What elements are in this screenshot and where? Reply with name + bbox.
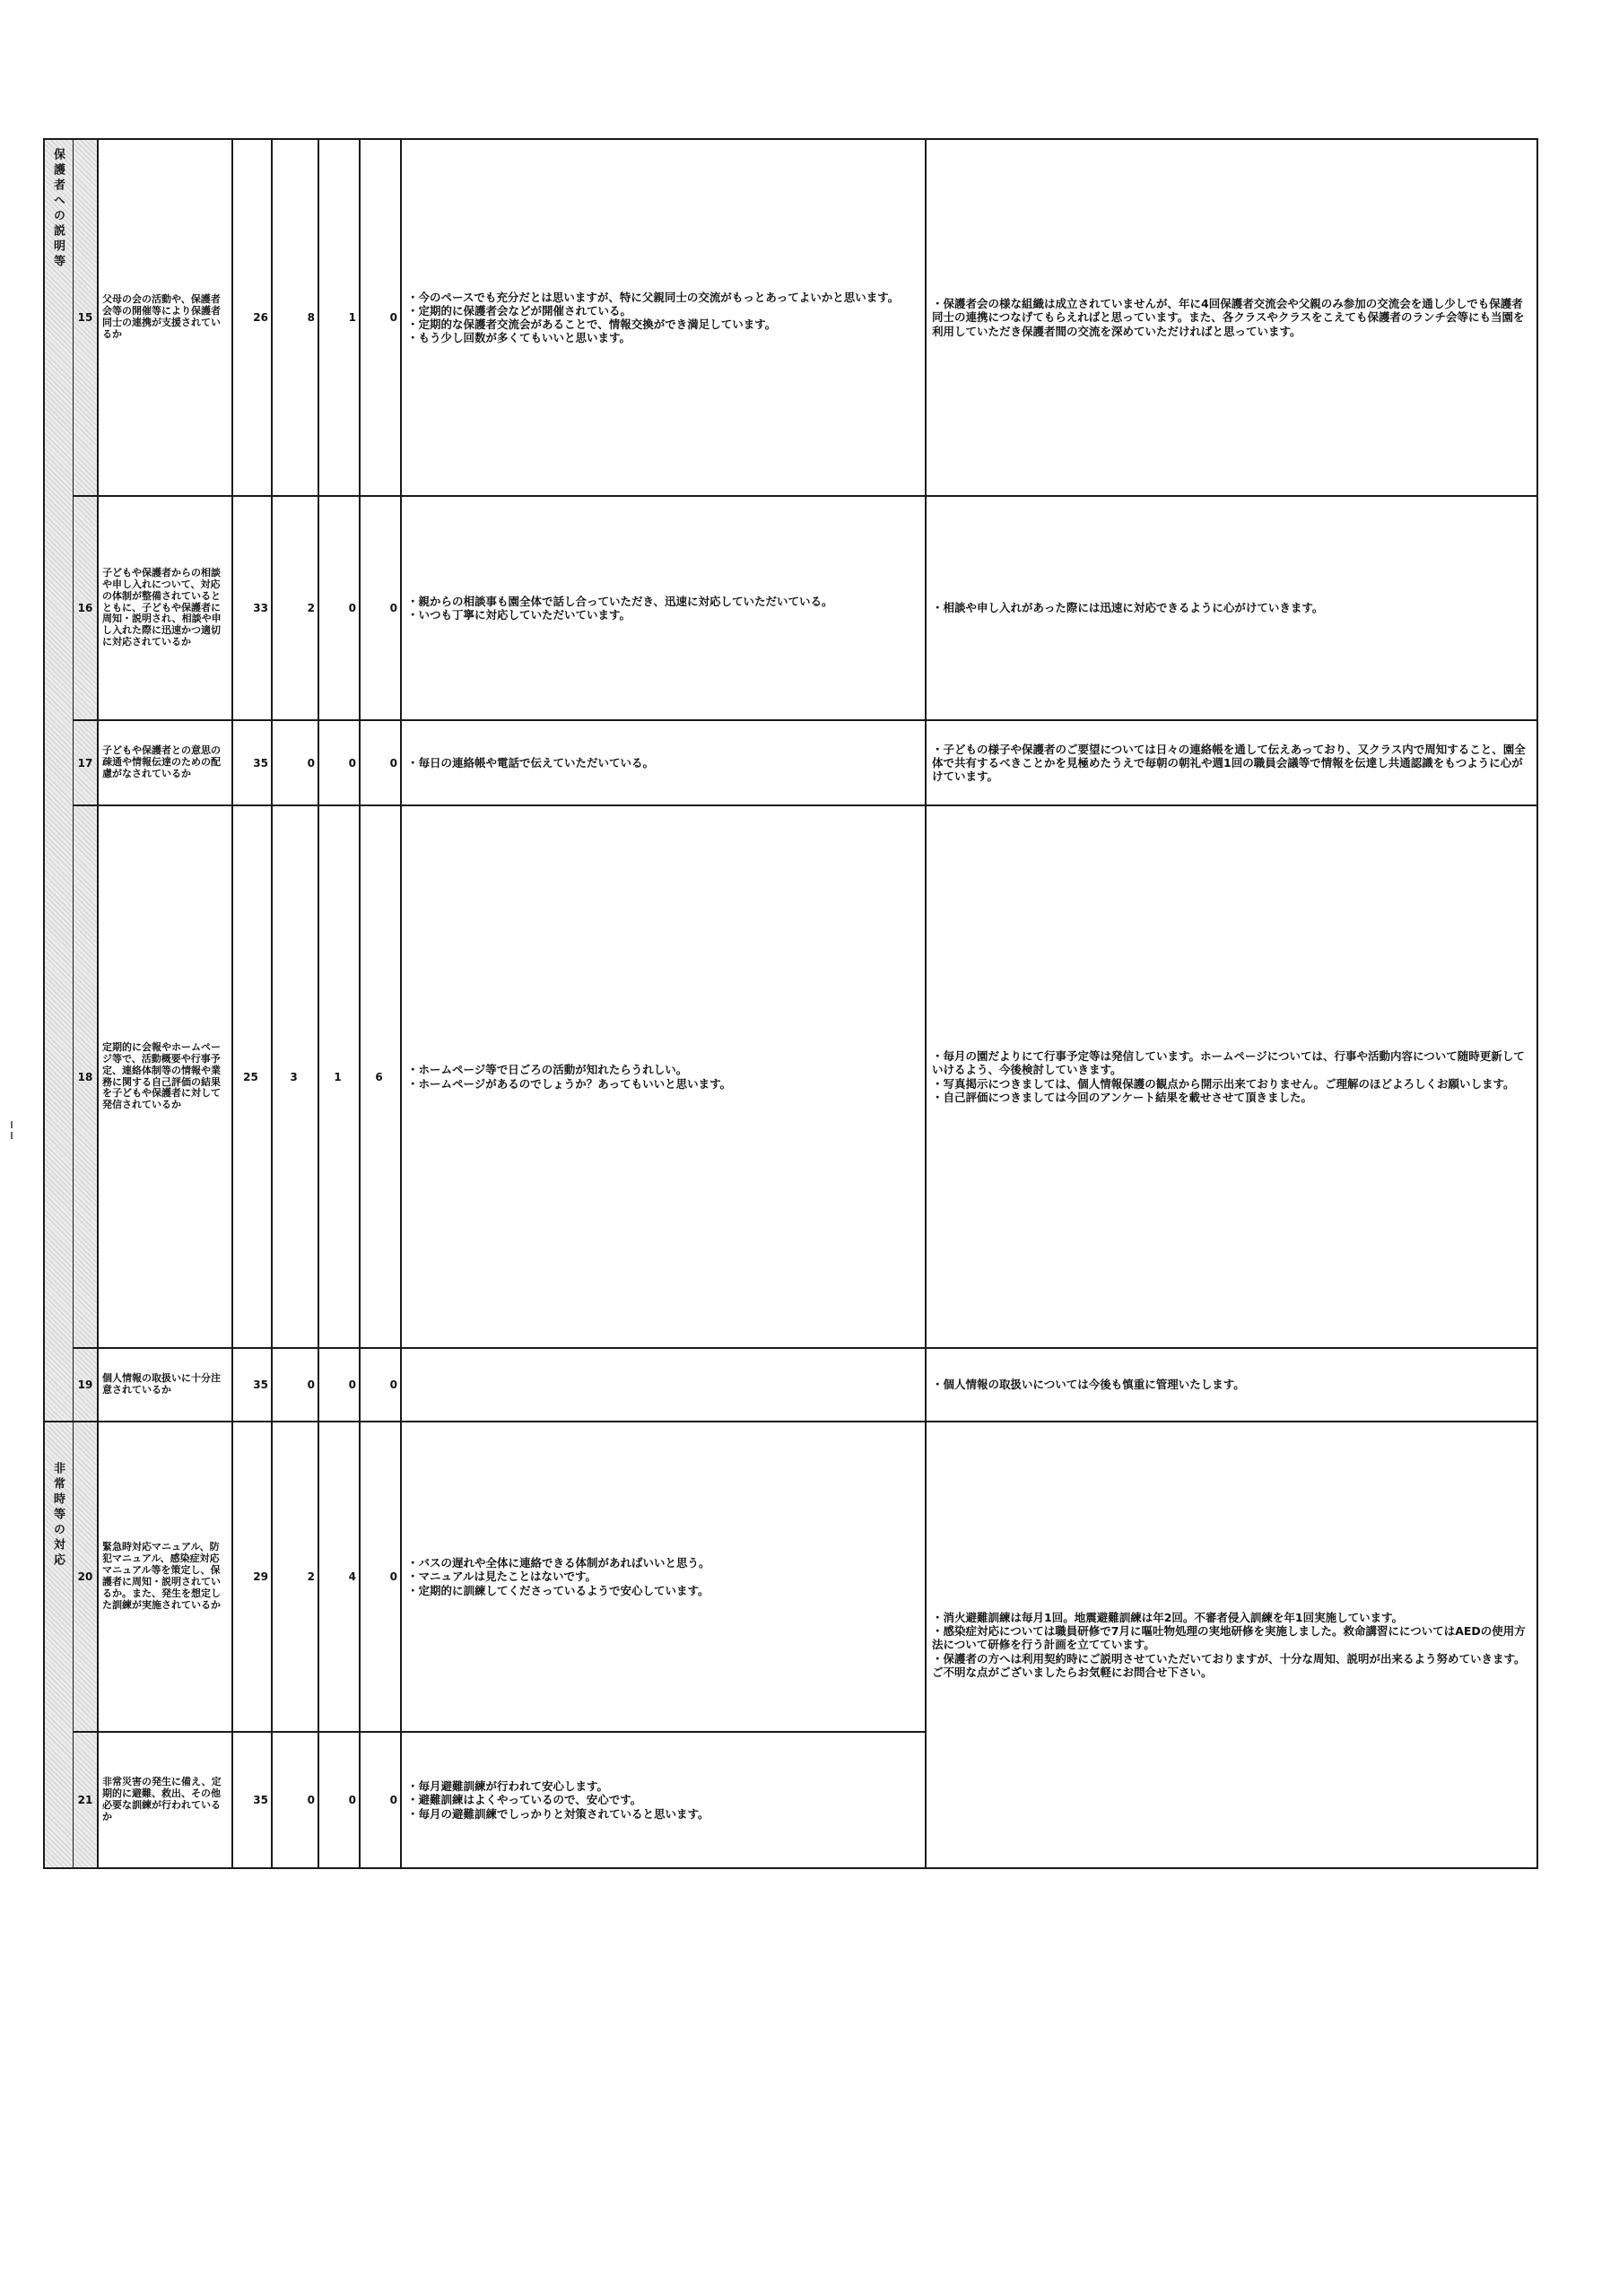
facility-response: ・相談や申し入れがあった際には迅速に対応できるように心がけていきます。 — [932, 601, 1324, 615]
row-number: 16 — [77, 602, 93, 614]
answer-count: 0 — [389, 311, 397, 324]
answer-count: 0 — [348, 756, 356, 770]
parent-comments: ・バスの遅れや全体に連絡できる体制があればいいと思う。 ・マニュアルは見たことはないです。 ・定期的に訓練してくださっているようで安心しています。 — [407, 1556, 710, 1597]
parent-comments: ・ホームページ等で日ごろの活動が知れたらうれしい。 ・ホームページがあるのでしょうか？あってもいいと思います。 — [407, 1063, 732, 1091]
answer-count: 0 — [307, 756, 315, 770]
parent-comments: ・毎月避難訓練が行われて安心します。 ・避難訓練はよくやっているので、安心です。 ・毎月の避難訓練でしっかりと対策されていると思います。 — [407, 1779, 709, 1821]
row-number: 21 — [77, 1794, 93, 1806]
table-border-right — [1536, 138, 1538, 1869]
question-text: 非常災害の発生に備え、定期的に避難、救出、その他必要な訓練が行われているか — [102, 1776, 222, 1822]
scan-mark — [11, 1132, 13, 1139]
answer-count: 0 — [307, 1378, 315, 1391]
answer-count: 1 — [348, 311, 356, 324]
answer-count: 4 — [348, 1570, 356, 1583]
question-text: 緊急時対応マニュアル、防犯マニュアル、感染症対応マニュアル等を策定し、保護者に周知・説明されているか。また、発生を想定した訓練が実施されているか — [102, 1541, 221, 1611]
answer-count: 2 — [307, 1570, 315, 1583]
answer-count: 0 — [389, 756, 397, 770]
facility-response: ・毎月の園だよりにて行事予定等は発信しています。ホームページについては、行事や活動内容について随時更新していけるよう、今後検討していきます。 ・写真掲示につきましては、個人情報保護の観点から開示出来ておりません。ご理解のほどよろしくお願いします。 ・自己評価につきましては今回のアンケート結果を載せさせて頂きました。 — [932, 1049, 1525, 1104]
answer-count: 33 — [253, 602, 268, 614]
answer-count: 0 — [307, 1794, 315, 1806]
answer-count: 0 — [389, 1794, 397, 1806]
answer-count: 2 — [307, 602, 315, 614]
answer-count: 1 — [334, 1070, 342, 1083]
answer-count: 35 — [253, 1378, 268, 1391]
answer-count: 0 — [348, 1794, 356, 1806]
answer-count: 25 — [243, 1070, 258, 1083]
answer-count: 6 — [375, 1070, 383, 1083]
facility-response: ・子どもの様子や保護者のご要望については日々の連絡帳を通して伝えあっており、又クラス内で周知すること、園全体で共有するべきことかを見極めたうえで毎朝の朝礼や週1回の職員会議等で情報を伝達し共通認識をもつように心がけています。 — [932, 742, 1526, 784]
scan-mark — [11, 1121, 13, 1128]
row-number: 19 — [77, 1378, 93, 1391]
category-label: 保護者への説明等 — [51, 148, 65, 270]
answer-count: 0 — [389, 602, 397, 614]
answer-count: 29 — [253, 1570, 268, 1583]
parent-comments: ・毎日の連絡帳や電話で伝えていただいている。 — [407, 755, 655, 770]
answer-count: 3 — [290, 1070, 298, 1083]
question-text: 子どもや保護者からの相談や申し入れについて、対応の体制が整備されているとともに、子どもや保護者に周知・説明され、相談や申し入れた際に迅速かつ適切に対応されているか — [102, 566, 222, 648]
table-border-bottom — [43, 1867, 1538, 1869]
question-text: 子どもや保護者との意思の疎通や情報伝達のための配慮がなされているか — [102, 744, 221, 779]
question-text: 個人情報の取扱いに十分注意されているか — [102, 1372, 221, 1396]
answer-count: 0 — [348, 602, 356, 614]
parent-comments: ・今のペースでも充分だとは思いますが、特に父親同士の交流がもっとあってよいかと思います。 ・定期的に保護者会などが開催されている。 ・定期的な保護者交流会があることで、情報交換ができ満足しています。 ・もう少し回数が多くてもいいと思います。 — [407, 290, 900, 345]
row-number: 18 — [77, 1070, 93, 1083]
facility-response: ・消火避難訓練は毎月1回。地震避難訓練は年2回。不審者侵入訓練を年1回実施しています。 ・感染症対応については職員研修で7月に嘔吐物処理の実地研修を実施しました。救命講習にについてはAEDの使用方法について研修を行う計画を立てています。 ・保護者の方へは利用契約時にご説明させていただいておりますが、十分な周知、説明が出来るよう努めていきます。ご不明な点がございましたらお気軽にお問合せ下さい。 — [932, 1610, 1526, 1679]
parent-comments: ・親からの相談事も園全体で話し合っていただき、迅速に対応していただいている。 ・いつも丁寧に対応していただいています。 — [407, 594, 833, 622]
answer-count: 0 — [389, 1378, 397, 1391]
answer-count: 35 — [253, 756, 268, 770]
answer-count: 0 — [348, 1378, 356, 1391]
facility-response: ・個人情報の取扱いについては今後も慎重に管理いたします。 — [932, 1378, 1245, 1392]
answer-count: 0 — [389, 1570, 397, 1583]
row-number: 17 — [77, 756, 93, 770]
category-label: 非常時等の対応 — [51, 1462, 65, 1569]
table-border-left — [43, 138, 45, 1869]
answer-count: 26 — [253, 311, 268, 324]
category-strip — [43, 139, 73, 1868]
row-number: 20 — [77, 1570, 93, 1583]
question-text: 父母の会の活動や、保護者会等の開催等により保護者同士の連携が支援されているか — [102, 293, 221, 340]
row-number: 15 — [77, 311, 93, 324]
question-text: 定期的に会報やホームページ等で、活動概要や行事予定、連絡体制等の情報や業務に関する自己評価の結果を子どもや保護者に対して発信されているか — [102, 1040, 221, 1111]
parent-comments — [402, 1349, 925, 1421]
facility-response: ・保護者会の様な組織は成立されていませんが、年に4回保護者交流会や父親のみ参加の交流会を通し少しでも保護者同士の連携につなげてもらえればと思っています。また、各クラスやクラスをこえても保護者のランチ会等にも当園を利用していただき保護者間の交流を深めていただければと思っています。 — [932, 297, 1525, 338]
answer-count: 8 — [307, 311, 315, 324]
answer-count: 35 — [253, 1794, 268, 1806]
